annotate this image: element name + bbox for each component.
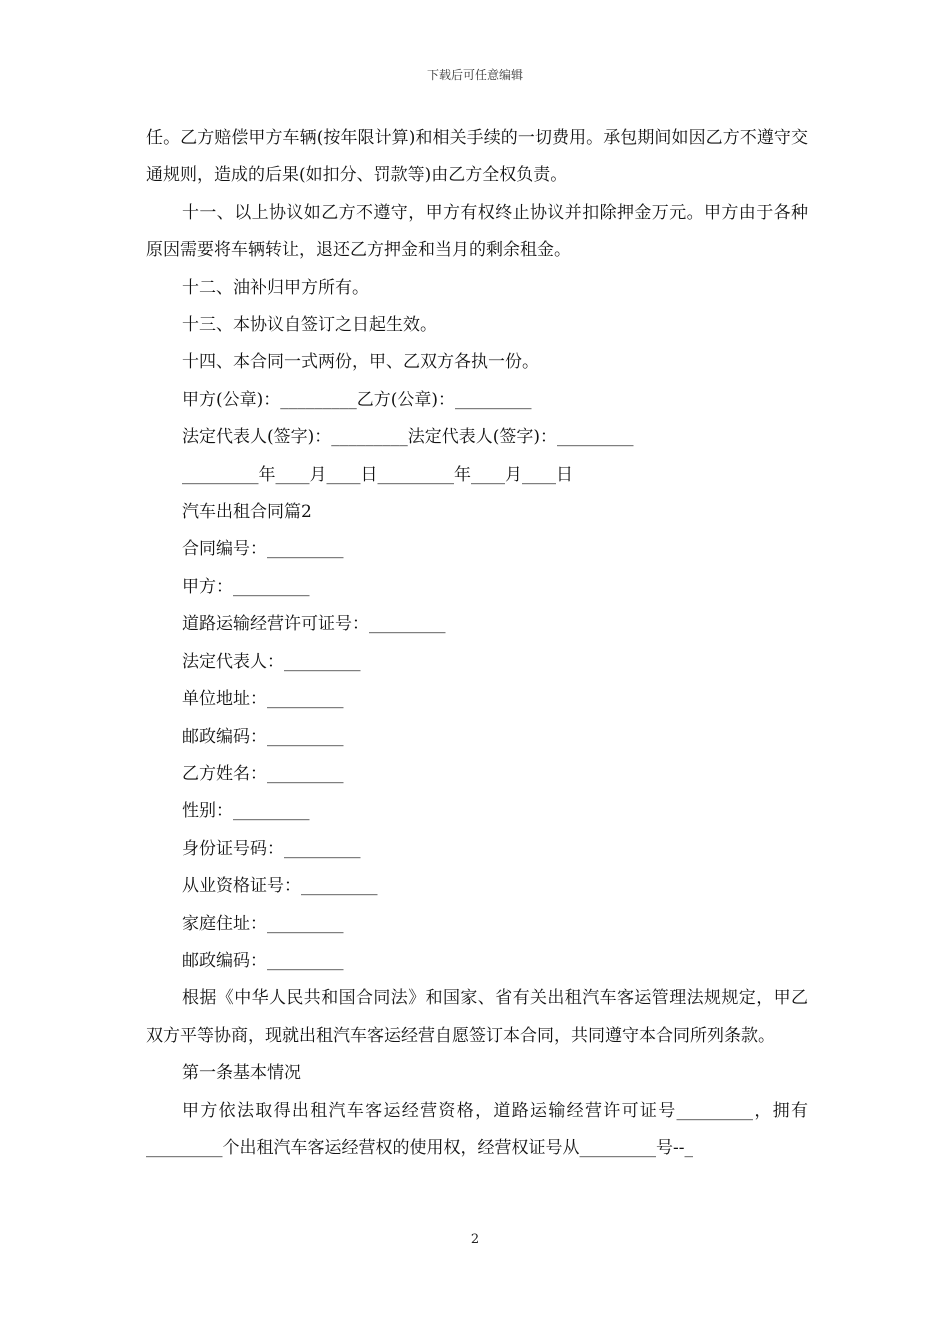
page-header: 下载后可任意编辑 [426,68,523,82]
field-home-address: 家庭住址：_________ [182,913,344,934]
article-1-title: 第一条基本情况 [182,1063,301,1084]
paragraph-clause-11: 十一、以上协议如乙方不遵守，甲方有权终止协议并扣除押金万元。甲方由于各种原因需要将车辆转让，退还乙方押金和当月的剩余租金。 [146,202,808,261]
document-body [146,120,808,1167]
field-gender: 性别：_________ [182,801,310,822]
paragraph-clause-14: 十四、本合同一式两份，甲、乙双方各执一份。 [182,352,539,373]
page-number: 2 [470,1232,480,1247]
field-qualification-number: 从业资格证号：_________ [182,876,378,897]
field-postal-code-a: 邮政编码：_________ [182,726,344,747]
signature-date-line: _________年____月____日_________年____月____日 [182,464,573,485]
field-legal-representative: 法定代表人：_________ [182,651,361,672]
field-postal-code-b: 邮政编码：_________ [182,950,344,971]
paragraph-continuation: 任。乙方赔偿甲方车辆(按年限计算)和相关手续的一切费用。承包期间如因乙方不遵守交通规则，造成的后果(如扣分、罚款等)由乙方全权负责。 [146,128,808,186]
paragraph-clause-12: 十二、油补归甲方所有。 [182,277,369,298]
paragraph-preamble: 根据《中华人民共和国合同法》和国家、省有关出租汽车客运管理法规规定，甲乙双方平等协商，现就出租汽车客运经营自愿签订本合同，共同遵守本合同所列条款。 [146,988,808,1046]
field-party-a: 甲方：_________ [182,576,310,597]
field-party-b-name: 乙方姓名：_________ [182,763,344,784]
paragraph-clause-13: 十三、本协议自签订之日起生效。 [182,315,437,336]
article-1-body: 甲方依法取得出租汽车客运经营资格，道路运输经营许可证号_________，拥有_________个出租汽车客运经营权的使用权，经营权证号从_________号--_ [146,1100,808,1158]
field-license-number: 道路运输经营许可证号：_________ [182,614,446,635]
signature-seal-line: 甲方(公章)：_________乙方(公章)：_________ [182,389,532,410]
field-id-number: 身份证号码：_________ [182,838,361,859]
signature-representative-line: 法定代表人(签字)：_________法定代表人(签字)：_________ [182,427,634,448]
field-contract-number: 合同编号：_________ [182,539,344,560]
section-title: 汽车出租合同篇2 [182,502,312,523]
field-company-address: 单位地址：_________ [182,689,344,710]
